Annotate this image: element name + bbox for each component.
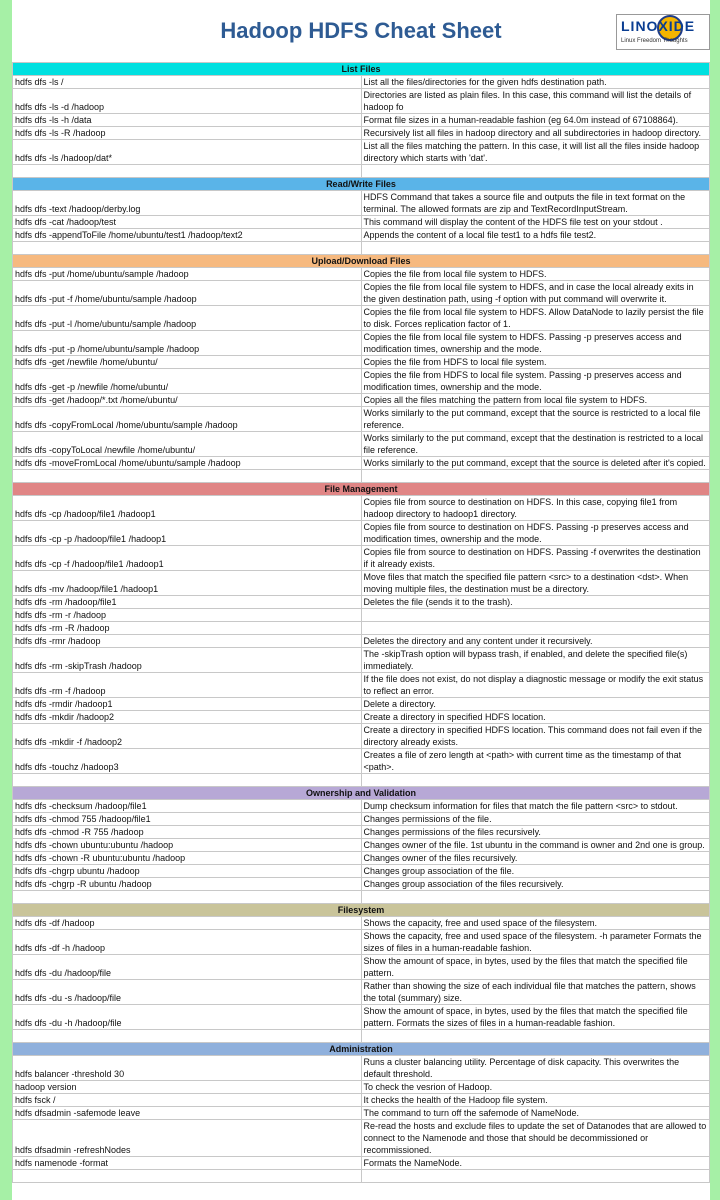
command-cell: hdfs dfs -ls /hadoop/dat* <box>13 140 362 165</box>
description-cell: Copies the file from HDFS to local file system. <box>361 356 710 369</box>
command-cell: hdfs fsck / <box>13 1094 362 1107</box>
command-cell: hdfs dfs -rm -R /hadoop <box>13 622 362 635</box>
command-cell: hdfs dfs -rm -r /hadoop <box>13 609 362 622</box>
empty-cell <box>13 470 362 483</box>
description-cell: Copies file from source to destination on HDFS. Passing -p preserves access and modification times, ownership and the mode. <box>361 521 710 546</box>
table-row <box>13 1107 710 1120</box>
command-cell: hdfs dfs -put -l /home/ubuntu/sample /hadoop <box>13 306 362 331</box>
description-cell: Copies the file from HDFS to local file system. Passing -p preserves access and modification times, ownership and the mode. <box>361 369 710 394</box>
description-cell: Copies all the files matching the pattern from local file system to HDFS. <box>361 394 710 407</box>
section-header <box>13 1043 710 1056</box>
logo-tagline: Linux Freedom Thoughts <box>621 38 688 44</box>
table-row <box>13 127 710 140</box>
table-row <box>13 571 710 596</box>
empty-cell <box>13 1170 362 1183</box>
command-cell: hdfs dfs -df /hadoop <box>13 917 362 930</box>
command-cell: hdfs dfs -copyToLocal /newfile /home/ubuntu/ <box>13 432 362 457</box>
table-row <box>13 432 710 457</box>
description-cell: Copies the file from local file system to HDFS, and in case the local already exits in the given destination path, using -f option with put command will overwrite it. <box>361 281 710 306</box>
table-row <box>13 980 710 1005</box>
cheat-sheet <box>12 0 710 1200</box>
header <box>12 0 710 62</box>
empty-cell <box>13 242 362 255</box>
description-cell: Copies file from source to destination on HDFS. Passing -f overwrites the destination if it already exists. <box>361 546 710 571</box>
table-row <box>13 281 710 306</box>
table-row <box>13 813 710 826</box>
command-cell: hdfs dfs -rm /hadoop/file1 <box>13 596 362 609</box>
description-cell <box>361 609 710 622</box>
description-cell: Copies the file from local file system to HDFS. Passing -p preserves access and modification times, ownership and the mode. <box>361 331 710 356</box>
empty-cell <box>361 165 710 178</box>
command-cell: hdfs dfs -checksum /hadoop/file1 <box>13 800 362 813</box>
command-cell: hdfs balancer -threshold 30 <box>13 1056 362 1081</box>
description-cell: Show the amount of space, in bytes, used by the files that match the specified file pattern. Formats the sizes of files in a human-readable fashion. <box>361 1005 710 1030</box>
logo-text: LINOXIDE <box>621 18 696 34</box>
command-cell: hdfs dfs -chmod 755 /hadoop/file1 <box>13 813 362 826</box>
spacer-row <box>13 1030 710 1043</box>
command-cell: hdfs dfs -rm -f /hadoop <box>13 673 362 698</box>
spacer-row <box>13 470 710 483</box>
table-row <box>13 1157 710 1170</box>
table-row <box>13 698 710 711</box>
table-row <box>13 216 710 229</box>
table-row <box>13 955 710 980</box>
commands-table <box>12 62 710 1183</box>
description-cell: Re-read the hosts and exclude files to update the set of Datanodes that are allowed to connect to the Namenode and those that should be decommissioned or recommissioned. <box>361 1120 710 1157</box>
description-cell: HDFS Command that takes a source file and outputs the file in text format on the terminal. The allowed formats are zip and TextRecordInputStream. <box>361 191 710 216</box>
command-cell: hdfs dfs -rmdir /hadoop1 <box>13 698 362 711</box>
empty-cell <box>13 891 362 904</box>
section-header <box>13 904 710 917</box>
empty-cell <box>361 774 710 787</box>
description-cell: It checks the health of the Hadoop file system. <box>361 1094 710 1107</box>
description-cell <box>361 622 710 635</box>
table-row <box>13 407 710 432</box>
command-cell: hdfs dfsadmin -refreshNodes <box>13 1120 362 1157</box>
description-cell: Works similarly to the put command, except that the destination is restricted to a local file reference. <box>361 432 710 457</box>
description-cell: Dump checksum information for files that match the file pattern <src> to stdout. <box>361 800 710 813</box>
description-cell: Recursively list all files in hadoop directory and all subdirectories in hadoop directory. <box>361 127 710 140</box>
command-cell: hdfs dfs -ls -h /data <box>13 114 362 127</box>
description-cell: Creates a file of zero length at <path> with current time as the timestamp of that <path>. <box>361 749 710 774</box>
description-cell: Changes group association of the file. <box>361 865 710 878</box>
command-cell: hdfs dfs -chown ubuntu:ubuntu /hadoop <box>13 839 362 852</box>
table-row <box>13 229 710 242</box>
empty-cell <box>13 165 362 178</box>
command-cell: hdfs dfs -get /newfile /home/ubuntu/ <box>13 356 362 369</box>
table-row <box>13 865 710 878</box>
table-row <box>13 609 710 622</box>
table-row <box>13 673 710 698</box>
description-cell: Format file sizes in a human-readable fashion (eg 64.0m instead of 67108864). <box>361 114 710 127</box>
description-cell: Changes owner of the file. 1st ubuntu in the command is owner and 2nd one is group. <box>361 839 710 852</box>
command-cell: hdfs dfs -rm -skipTrash /hadoop <box>13 648 362 673</box>
command-cell: hdfs dfs -df -h /hadoop <box>13 930 362 955</box>
command-cell: hdfs dfs -appendToFile /home/ubuntu/test1 /hadoop/text2 <box>13 229 362 242</box>
table-row <box>13 114 710 127</box>
table-row <box>13 1056 710 1081</box>
command-cell: hdfs dfs -touchz /hadoop3 <box>13 749 362 774</box>
command-cell: hdfs dfs -moveFromLocal /home/ubuntu/sample /hadoop <box>13 457 362 470</box>
empty-cell <box>361 242 710 255</box>
table-row <box>13 546 710 571</box>
command-cell: hdfs dfs -chmod -R 755 /hadoop <box>13 826 362 839</box>
command-cell: hdfs dfsadmin -safemode leave <box>13 1107 362 1120</box>
command-cell: hdfs dfs -copyFromLocal /home/ubuntu/sample /hadoop <box>13 407 362 432</box>
description-cell: Changes owner of the files recursively. <box>361 852 710 865</box>
description-cell: The command to turn off the safemode of NameNode. <box>361 1107 710 1120</box>
command-cell: hdfs dfs -ls -R /hadoop <box>13 127 362 140</box>
table-row <box>13 930 710 955</box>
table-row <box>13 521 710 546</box>
command-cell: hdfs dfs -mkdir -f /hadoop2 <box>13 724 362 749</box>
table-row <box>13 800 710 813</box>
section-header <box>13 483 710 496</box>
command-cell: hdfs dfs -ls / <box>13 76 362 89</box>
description-cell: Delete a directory. <box>361 698 710 711</box>
spacer-row <box>13 165 710 178</box>
command-cell: hdfs dfs -chgrp -R ubuntu /hadoop <box>13 878 362 891</box>
command-cell: hdfs dfs -put -p /home/ubuntu/sample /hadoop <box>13 331 362 356</box>
description-cell: Deletes the file (sends it to the trash). <box>361 596 710 609</box>
description-cell: Copies the file from local file system to HDFS. <box>361 268 710 281</box>
command-cell: hdfs namenode -format <box>13 1157 362 1170</box>
spacer-row <box>13 242 710 255</box>
description-cell: Works similarly to the put command, except that the source is restricted to a local file reference. <box>361 407 710 432</box>
command-cell: hdfs dfs -get /hadoop/*.txt /home/ubuntu/ <box>13 394 362 407</box>
table-row <box>13 635 710 648</box>
table-row <box>13 917 710 930</box>
command-cell: hdfs dfs -mv /hadoop/file1 /hadoop1 <box>13 571 362 596</box>
empty-cell <box>361 470 710 483</box>
command-cell: hdfs dfs -rmr /hadoop <box>13 635 362 648</box>
command-cell: hdfs dfs -cp -p /hadoop/file1 /hadoop1 <box>13 521 362 546</box>
section-title: File Management <box>13 483 710 496</box>
table-row <box>13 457 710 470</box>
section-title: Filesystem <box>13 904 710 917</box>
spacer-row <box>13 774 710 787</box>
empty-cell <box>361 1030 710 1043</box>
description-cell: Show the amount of space, in bytes, used by the files that match the specified file pattern. <box>361 955 710 980</box>
description-cell: Deletes the directory and any content under it recursively. <box>361 635 710 648</box>
spacer-row <box>13 1170 710 1183</box>
command-cell: hdfs dfs -get -p /newfile /home/ubuntu/ <box>13 369 362 394</box>
table-row <box>13 1081 710 1094</box>
description-cell: Create a directory in specified HDFS location. This command does not fail even if the directory already exists. <box>361 724 710 749</box>
table-row <box>13 749 710 774</box>
description-cell: Changes permissions of the file. <box>361 813 710 826</box>
command-cell: hdfs dfs -mkdir /hadoop2 <box>13 711 362 724</box>
table-row <box>13 140 710 165</box>
section-title: Administration <box>13 1043 710 1056</box>
page-title: Hadoop HDFS Cheat Sheet <box>220 18 502 43</box>
table-row <box>13 369 710 394</box>
table-row <box>13 852 710 865</box>
table-row <box>13 89 710 114</box>
section-title: List Files <box>13 63 710 76</box>
command-cell: hdfs dfs -cp -f /hadoop/file1 /hadoop1 <box>13 546 362 571</box>
section-header <box>13 178 710 191</box>
empty-cell <box>13 1030 362 1043</box>
description-cell: List all the files/directories for the given hdfs destination path. <box>361 76 710 89</box>
command-cell: hadoop version <box>13 1081 362 1094</box>
table-row <box>13 1005 710 1030</box>
description-cell: If the file does not exist, do not display a diagnostic message or modify the exit status to reflect an error. <box>361 673 710 698</box>
table-row <box>13 724 710 749</box>
description-cell: Rather than showing the size of each individual file that matches the pattern, shows the total (summary) size. <box>361 980 710 1005</box>
command-cell: hdfs dfs -cat /hadoop/test <box>13 216 362 229</box>
command-cell: hdfs dfs -put /home/ubuntu/sample /hadoop <box>13 268 362 281</box>
linoxide-logo <box>616 14 710 50</box>
table-row <box>13 496 710 521</box>
description-cell: Copies the file from local file system to HDFS. Allow DataNode to lazily persist the file to disk. Forces replication factor of 1. <box>361 306 710 331</box>
section-title: Upload/Download Files <box>13 255 710 268</box>
section-header <box>13 787 710 800</box>
description-cell: Create a directory in specified HDFS location. <box>361 711 710 724</box>
description-cell: To check the vesrion of Hadoop. <box>361 1081 710 1094</box>
command-cell: hdfs dfs -text /hadoop/derby.log <box>13 191 362 216</box>
description-cell: The -skipTrash option will bypass trash, if enabled, and delete the specified file(s) immediately. <box>361 648 710 673</box>
description-cell: Formats the NameNode. <box>361 1157 710 1170</box>
command-cell: hdfs dfs -du -s /hadoop/file <box>13 980 362 1005</box>
table-row <box>13 1120 710 1157</box>
command-cell: hdfs dfs -put -f /home/ubuntu/sample /hadoop <box>13 281 362 306</box>
table-row <box>13 826 710 839</box>
description-cell: Runs a cluster balancing utility. Percentage of disk capacity. This overwrites the default threshold. <box>361 1056 710 1081</box>
command-cell: hdfs dfs -du /hadoop/file <box>13 955 362 980</box>
description-cell: Changes permissions of the files recursively. <box>361 826 710 839</box>
table-row <box>13 648 710 673</box>
command-cell: hdfs dfs -ls -d /hadoop <box>13 89 362 114</box>
description-cell: Changes group association of the files recursively. <box>361 878 710 891</box>
table-row <box>13 268 710 281</box>
table-row <box>13 356 710 369</box>
table-row <box>13 878 710 891</box>
table-row <box>13 331 710 356</box>
table-row <box>13 1094 710 1107</box>
command-cell: hdfs dfs -du -h /hadoop/file <box>13 1005 362 1030</box>
table-row <box>13 596 710 609</box>
command-cell: hdfs dfs -chgrp ubuntu /hadoop <box>13 865 362 878</box>
description-cell: Shows the capacity, free and used space of the filesystem. <box>361 917 710 930</box>
table-row <box>13 711 710 724</box>
section-title: Read/Write Files <box>13 178 710 191</box>
table-row <box>13 839 710 852</box>
description-cell: List all the files matching the pattern. In this case, it will list all the files inside hadoop directory which starts with 'dat'. <box>361 140 710 165</box>
section-title: Ownership and Validation <box>13 787 710 800</box>
command-cell: hdfs dfs -cp /hadoop/file1 /hadoop1 <box>13 496 362 521</box>
empty-cell <box>361 891 710 904</box>
table-row <box>13 394 710 407</box>
command-cell: hdfs dfs -chown -R ubuntu:ubuntu /hadoop <box>13 852 362 865</box>
spacer-row <box>13 891 710 904</box>
description-cell: Works similarly to the put command, except that the source is deleted after it's copied. <box>361 457 710 470</box>
description-cell: Directories are listed as plain files. In this case, this command will list the details of hadoop fo <box>361 89 710 114</box>
description-cell: Shows the capacity, free and used space of the filesystem. -h parameter Formats the sizes of files in a human-readable fashion. <box>361 930 710 955</box>
table-row <box>13 622 710 635</box>
description-cell: Move files that match the specified file pattern <src> to a destination <dst>. When moving multiple files, the destination must be a directory. <box>361 571 710 596</box>
section-header <box>13 63 710 76</box>
empty-cell <box>13 774 362 787</box>
section-header <box>13 255 710 268</box>
table-row <box>13 76 710 89</box>
description-cell: Appends the content of a local file test1 to a hdfs file test2. <box>361 229 710 242</box>
table-row <box>13 191 710 216</box>
description-cell: Copies file from source to destination on HDFS. In this case, copying file1 from hadoop directory to hadoop1 directory. <box>361 496 710 521</box>
empty-cell <box>361 1170 710 1183</box>
table-row <box>13 306 710 331</box>
description-cell: This command will display the content of the HDFS file test on your stdout . <box>361 216 710 229</box>
